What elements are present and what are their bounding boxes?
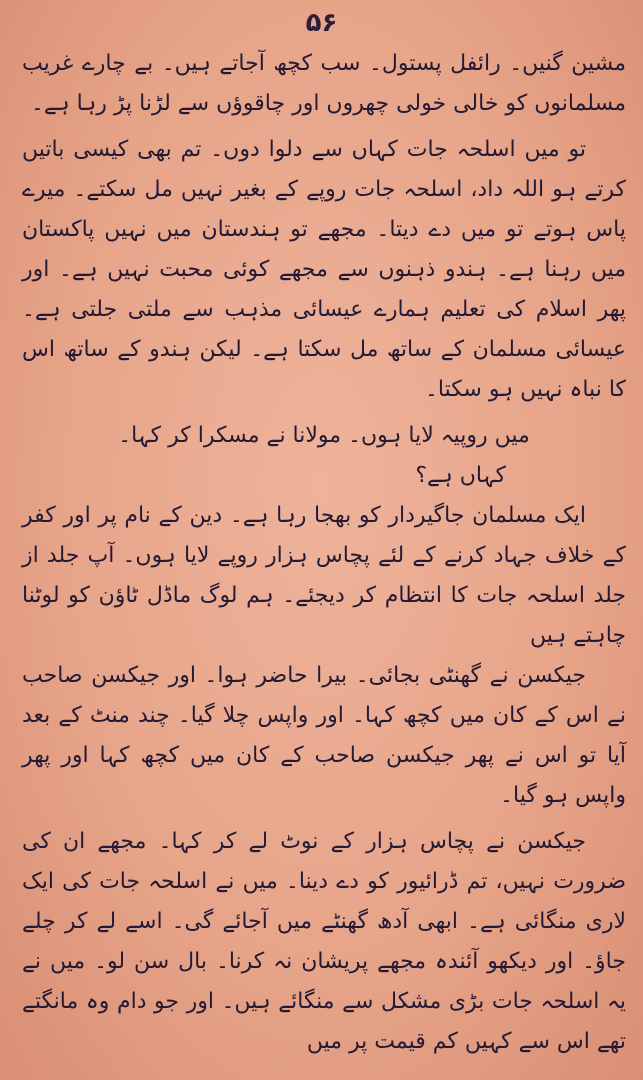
paragraph-3: میں روپیہ لایا ہوں۔ مولانا نے مسکرا کر کہا۔: [118, 423, 530, 448]
paragraph-7: جیکسن نے پچاس ہزار کے نوٹ لے کر کہا۔ مجھے ان کی ضرورت نہیں، تم ڈرائیور کو دے دینا۔ میں نے اسلحہ جات کی ایک لاری منگائی ہے۔ ابھی آدھ گھنٹے میں آجائے گی۔ اسے لے کر چلے جاؤ۔ اور دیکھو آئندہ مجھے پریشان نہ کرنا۔ بال سن لو۔ میں نے یہ اسلحہ جات بڑی مشکل سے منگائے ہیں۔ اور جو دام وہ مانگتے تھے اس سے کہیں کم قیمت پر میں: [22, 829, 626, 1054]
paragraph-4: کہاں ہے؟: [415, 463, 506, 488]
paragraph-5: ایک مسلمان جاگیردار کو بھجا رہا ہے۔ دین کے نام پر اور کفر کے خلاف جہاد کرنے کے لئے پچاس ہزار روپے لایا ہوں۔ آپ جلد از جلد اسلحہ جات کا انتظام کر دیجئے۔ ہم لوگ ماڈل ٹاؤن کو لوٹنا چاہتے ہیں: [22, 503, 626, 648]
paragraph-1: مشین گنیں۔ رائفل پستول۔ سب کچھ آجاتے ہیں۔ بے چارے غریب مسلمانوں کو خالی خولی چھروں اور چاقوؤں سے لڑنا پڑ رہا ہے۔: [22, 51, 626, 116]
page-text: [22, 44, 626, 1062]
page-number: ۵۶: [305, 8, 338, 38]
paragraph-2: تو میں اسلحہ جات کہاں سے دلوا دوں۔ تم بھی کیسی باتیں کرتے ہو اللہ داد، اسلحہ جات روپے کے بغیر نہیں مل سکتے۔ میرے پاس ہوتے تو میں دے دیتا۔ مجھے تو ہندستان میں نہیں پاکستان میں رہنا ہے۔ ہندو ذہنوں سے مجھے کوئی محبت نہیں ہے۔ اور پھر اسلام کی تعلیم ہمارے عیسائی مذہب سے ملتی جلتی ہے۔ عیسائی مسلمان کے ساتھ مل سکتا ہے۔ لیکن ہندو کے ساتھ اس کا نباہ نہیں ہو سکتا۔: [22, 137, 626, 402]
paragraph-6: جیکسن نے گھنٹی بجائی۔ بیرا حاضر ہوا۔ اور جیکسن صاحب نے اس کے کان میں کچھ کہا۔ اور واپس چلا گیا۔ چند منٹ کے بعد آیا تو اس نے پھر جیکسن صاحب کے کان میں کچھ کہا اور پھر واپس ہو گیا۔: [22, 663, 626, 808]
